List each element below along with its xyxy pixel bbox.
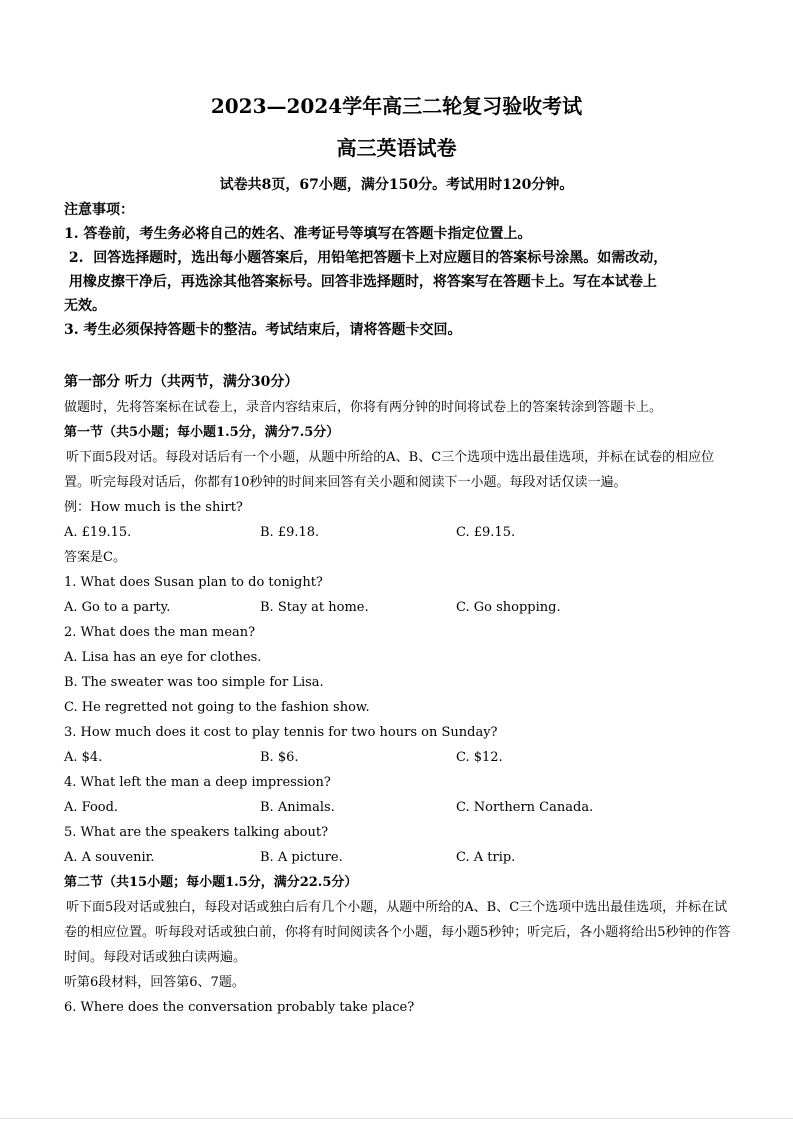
note-item-2-line-1: 2. 回答选择题时，选出每小题答案后，用铅笔把答题卡上对应题目的答案标号涂黑。如需改动，: [64, 250, 668, 266]
part-one-instruction: 做题时，先将答案标在试卷上，录音内容结束后，你将有两分钟的时间将试卷上的答案转涂到答题卡上。: [64, 400, 663, 415]
material-6-note: 听第6段材料，回答第6、7题。: [64, 975, 245, 990]
section-two-heading: 第二节（共15小题；每小题1.5分，满分22.5分）: [64, 875, 358, 890]
note-item-3: 3. 考生必须保持答题卡的整洁。考试结束后，请将答题卡交回。: [64, 322, 462, 338]
q5-option-b: B. A picture.: [260, 850, 343, 865]
notes-heading: 注意事项：: [64, 202, 134, 218]
question-1: 1. What does Susan plan to do tonight?: [64, 575, 323, 590]
section-one-instruction: 听下面5段对话。每段对话后有一个小题，从题中所给的A、B、C三个选项中选出最佳选项，并标在试卷的相应位置。听完每段对话后，你都有10秒钟的时间来回答有关小题和阅读下一小题。每段对话仅读一遍。: [64, 450, 715, 490]
q1-option-a: A. Go to a party.: [64, 600, 171, 615]
part-one: [64, 370, 734, 1020]
q4-option-a: A. Food.: [64, 800, 119, 815]
page-bottom-divider: [0, 1118, 793, 1119]
question-6: 6. Where does the conversation probably take place?: [64, 1000, 415, 1015]
question-4: 4. What left the man a deep impression?: [64, 775, 331, 790]
exam-info: 试卷共8页，67小题，满分150分。考试用时120分钟。: [219, 177, 574, 193]
exam-title: 2023—2024学年高三二轮复习验收考试: [210, 94, 583, 118]
note-item-2-line-3: 无效。: [64, 298, 106, 314]
section-one-heading: 第一节（共5小题；每小题1.5分，满分7.5分）: [64, 425, 340, 440]
example-answer: 答案是C。: [64, 550, 126, 565]
question-3-options: [64, 745, 734, 770]
q3-option-c: C. $12.: [456, 750, 503, 765]
q4-option-b: B. Animals.: [260, 800, 335, 815]
q3-option-b: B. $6.: [260, 750, 299, 765]
q2-option-b: B. The sweater was too simple for Lisa.: [64, 675, 324, 690]
q3-option-a: A. $4.: [64, 750, 103, 765]
question-3: 3. How much does it cost to play tennis for two hours on Sunday?: [64, 725, 498, 740]
q5-option-c: C. A trip.: [456, 850, 516, 865]
q1-option-c: C. Go shopping.: [456, 600, 561, 615]
q2-option-a: A. Lisa has an eye for clothes.: [64, 650, 262, 665]
example-option-c: C. £9.15.: [456, 525, 516, 540]
question-5-options: [64, 845, 734, 870]
example-question: 例：How much is the shirt?: [64, 500, 243, 515]
question-1-options: [64, 595, 734, 620]
q4-option-c: C. Northern Canada.: [456, 800, 594, 815]
q5-option-a: A. A souvenir.: [64, 850, 155, 865]
notes-section: [64, 198, 734, 342]
exam-subtitle: 高三英语试卷: [336, 136, 457, 160]
q2-option-c: C. He regretted not going to the fashion show.: [64, 700, 370, 715]
note-item-1: 1. 答卷前，考生务必将自己的姓名、准考证号等填写在答题卡指定位置上。: [64, 226, 532, 242]
part-one-heading: 第一部分 听力（共两节，满分30分）: [64, 374, 299, 390]
section-two-instruction: 听下面5段对话或独白，每段对话或独白后有几个小题，从题中所给的A、B、C三个选项中选出最佳选项，并标在试卷的相应位置。听每段对话或独白前，你将有时间阅读各个小题，每小题5秒钟；听完后，各小题将给出5秒钟的作答时间。每段对话或独白读两遍。: [64, 900, 731, 965]
example-options: [64, 520, 734, 545]
question-4-options: [64, 795, 734, 820]
example-option-b: B. £9.18.: [260, 525, 320, 540]
example-option-a: A. £19.15.: [64, 525, 132, 540]
note-item-2-line-2: 用橡皮擦干净后，再选涂其他答案标号。回答非选择题时，将答案写在答题卡上。写在本试卷上: [64, 274, 657, 290]
question-2: 2. What does the man mean?: [64, 625, 256, 640]
question-5: 5. What are the speakers talking about?: [64, 825, 329, 840]
q1-option-b: B. Stay at home.: [260, 600, 369, 615]
